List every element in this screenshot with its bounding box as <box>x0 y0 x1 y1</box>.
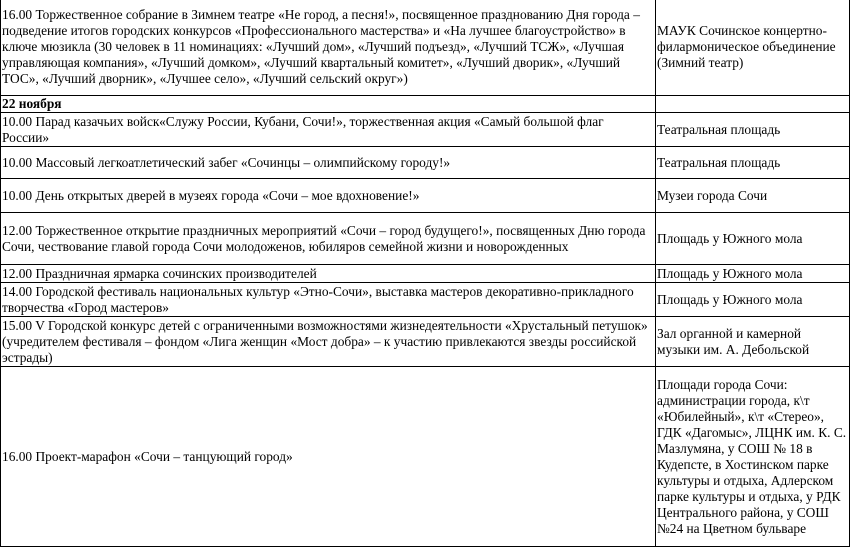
empty-cell <box>656 96 850 113</box>
table-row <box>1 179 850 213</box>
day-header-row <box>1 96 850 113</box>
event-cell: 10.00 Массовый легкоатлетический забег «Сочинцы – олимпийскому городу!» <box>1 147 656 179</box>
place-cell: МАУК Сочинское концертно-филармоническое объединение (Зимний театр) <box>656 0 850 96</box>
place-cell: Театральная площадь <box>656 147 850 179</box>
table-row <box>1 113 850 147</box>
place-cell: Зал органной и камерной музыки им. А. Дебольской <box>656 317 850 367</box>
event-cell: 16.00 Торжественное собрание в Зимнем театре «Не город, а песня!», посвященное празднованию Дня города – подведение итогов городских конкурсов «Профессионального мастерства» и «На лучшее благоустройство» в ключе мюзикла (30 человек в 11 номинациях: «Лучший дом», «Лучший подъезд», «Лучший ТСЖ», «Лучшая управляющая компания», «Лучший домком», «Лучший квартальный комитет», «Лучший дворик», «Лучший ТОС», «Лучший дворник», «Лучшее село», «Лучший сельский округ») <box>1 0 656 96</box>
event-cell: 12.00 Праздничная ярмарка сочинских производителей <box>1 265 656 283</box>
place-cell: Площадь у Южного мола <box>656 265 850 283</box>
place-cell: Площадь у Южного мола <box>656 283 850 317</box>
event-cell: 15.00 V Городской конкурс детей с ограниченными возможностями жизнедеятельности «Хрустальный петушок» (учредителем фестиваля – фондом «Лига женщин «Мост добра» – к участию привлекаются звезды российской эстрады) <box>1 317 656 367</box>
place-cell: Театральная площадь <box>656 113 850 147</box>
event-cell: 14.00 Городской фестиваль национальных культур «Этно-Сочи», выставка мастеров декоративно-прикладного творчества «Город мастеров» <box>1 283 656 317</box>
event-cell: 10.00 Парад казачьих войск«Служу России, Кубани, Сочи!», торжественная акция «Самый большой флаг России» <box>1 113 656 147</box>
event-cell: 16.00 Проект-марафон «Сочи – танцующий город» <box>1 367 656 547</box>
event-cell: 10.00 День открытых дверей в музеях города «Сочи – мое вдохновение!» <box>1 179 656 213</box>
place-cell: Площадь у Южного мола <box>656 213 850 265</box>
place-cell: Площади города Сочи: администрации города, к\т «Юбилейный», к\т «Стерео», ГДК «Дагомыс», ЛЦНК им. К. С. Мазлумяна, у СОШ № 18 в Кудепсте, в Хостинском парке культуры и отдыха, Адлерском парке культуры и отдыха, у РДК Центрального района, у СОШ №24 на Цветном бульваре <box>656 367 850 547</box>
event-cell: 12.00 Торжественное открытие праздничных мероприятий «Сочи – город будущего!», посвященных Дню города Сочи, чествование главой города Сочи молодоженов, юбиляров семейной жизни и новорожденных <box>1 213 656 265</box>
table-row <box>1 317 850 367</box>
table-row <box>1 283 850 317</box>
table-row <box>1 367 850 547</box>
table-row <box>1 147 850 179</box>
place-cell: Музеи города Сочи <box>656 179 850 213</box>
table-row <box>1 0 850 96</box>
table-row <box>1 213 850 265</box>
table-row <box>1 265 850 283</box>
day-header: 22 ноября <box>1 96 656 113</box>
